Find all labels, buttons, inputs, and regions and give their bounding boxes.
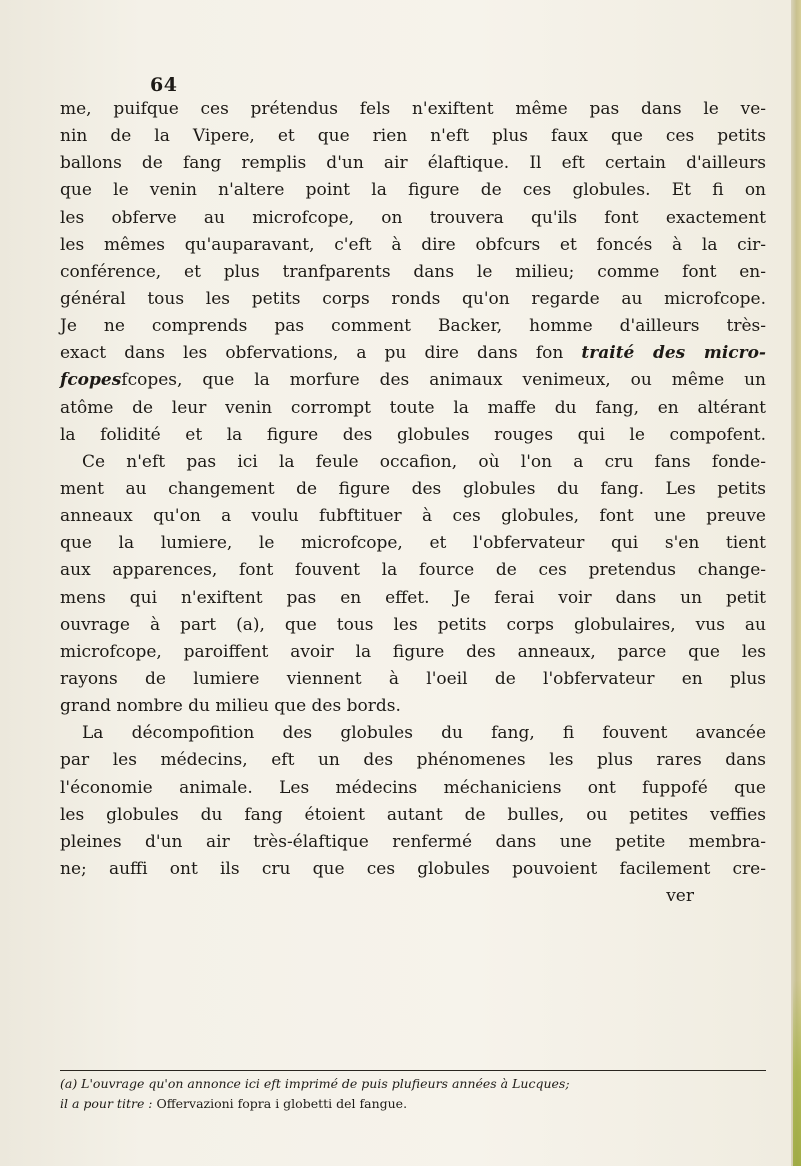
book-title-italic-cont: fcopes xyxy=(60,370,122,391)
text-line: La décompofition des globules du fang, fi fouvent avancée xyxy=(82,723,766,744)
text-line: ne; auffi ont ils cru que ces globules pouvoient facilement cre- xyxy=(60,858,766,879)
edge-stain xyxy=(793,980,801,1166)
text-line: anneaux qu'on a voulu fubftituer à ces globules, font une preuve xyxy=(60,506,766,527)
text-line: me, puifque ces prétendus fels n'exiftent même pas dans le ve- xyxy=(60,99,766,119)
text-line: les mêmes qu'auparavant, c'eft à dire obfcurs et foncés à la cir- xyxy=(60,234,766,255)
footnote-line xyxy=(60,1094,766,1114)
text-line-with-title xyxy=(60,367,766,394)
footnote-line: (a) L'ouvrage qu'on annonce ici eft imprimé de puis plufieurs années à Lucques; xyxy=(60,1076,570,1091)
text-line: que le venin n'altere point la figure de ces globules. Et fi on xyxy=(60,180,766,201)
text-line: ment au changement de figure des globules du fang. Les petits xyxy=(60,478,766,499)
text-line: par les médecins, eft un des phénomenes les plus rares dans xyxy=(60,750,766,771)
text-line: pleines d'un air très-élaftique renfermé dans une petite membra- xyxy=(60,831,766,852)
text-line: mens qui n'exiftent pas en effet. Je ferai voir dans un petit xyxy=(60,587,766,608)
text-line: atôme de leur venin corrompt toute la maffe du fang, en altérant xyxy=(60,397,766,418)
page-number: 64 xyxy=(150,74,178,96)
paragraph-3 xyxy=(60,720,766,883)
text-line: ballons de fang remplis d'un air élaftique. Il eft certain d'ailleurs xyxy=(60,153,766,174)
text-line: grand nombre du milieu que des bords. xyxy=(60,696,401,717)
text-segment: exact dans les obfervations, a pu dire dans fon xyxy=(60,343,582,364)
paragraph-1 xyxy=(60,96,766,449)
text-line: rayons de lumiere viennent à l'oeil de l'obfervateur en plus xyxy=(60,668,766,689)
text-line: la folidité et la figure des globules rouges qui le compofent. xyxy=(60,424,766,445)
text-line: les obferve au microfcope, on trouvera qu'ils font exactement xyxy=(60,207,766,228)
text-line: nin de la Vipere, et que rien n'eft plus faux que ces petits xyxy=(60,126,766,147)
text-line: général tous les petits corps ronds qu'on regarde au microfcope. xyxy=(60,288,766,309)
text-line: l'économie animale. Les médecins méchaniciens ont fuppofé que xyxy=(60,777,766,798)
page-edge xyxy=(791,0,801,1166)
paragraph-2 xyxy=(60,449,766,720)
catchword: ver xyxy=(666,886,694,907)
text-segment: fcopes, que la morfure des animaux venimeux, ou même un xyxy=(121,370,766,391)
text-line: les globules du fang étoient autant de bulles, ou petites veffies xyxy=(60,804,766,825)
text-line-with-title xyxy=(60,340,766,367)
footnote xyxy=(60,1074,766,1114)
text-line: ouvrage à part (a), que tous les petits corps globulaires, vus au xyxy=(60,614,766,635)
text-line: Je ne comprends pas comment Backer, homme d'ailleurs très- xyxy=(60,316,766,337)
footnote-rule xyxy=(60,1070,766,1071)
footnote-title: Offervazioni fopra i globetti del fangue. xyxy=(156,1096,408,1111)
footnote-segment: il a pour titre : xyxy=(60,1096,157,1111)
body-text xyxy=(60,96,766,910)
text-line: que la lumiere, le microfcope, et l'obfervateur qui s'en tient xyxy=(60,533,766,554)
text-line: conférence, et plus tranfparents dans le milieu; comme font en- xyxy=(60,261,766,282)
book-title-italic: traité des micro- xyxy=(581,343,766,364)
text-line: Ce n'eft pas ici la feule occafion, où l'on a cru fans fonde- xyxy=(82,451,766,472)
text-line: aux apparences, font fouvent la fource de ces pretendus change- xyxy=(60,560,766,581)
text-line: microfcope, paroiffent avoir la figure des anneaux, parce que les xyxy=(60,641,766,662)
